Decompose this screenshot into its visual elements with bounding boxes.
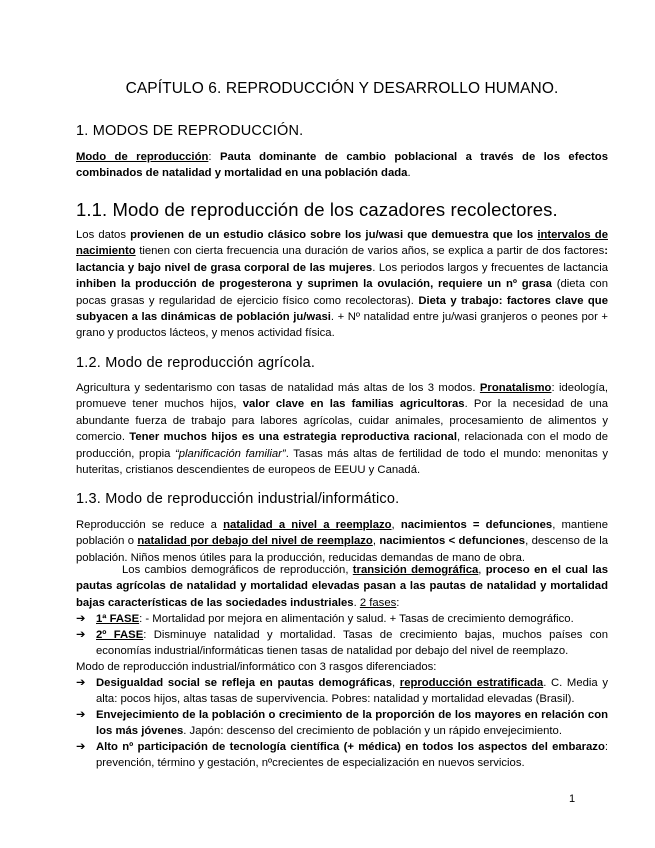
definition-paragraph (76, 149, 608, 182)
definition-colon: : (208, 151, 220, 163)
definition-term: Modo de reproducción (76, 151, 209, 163)
arrow-icon: ➔ (76, 629, 86, 641)
section-heading-1-2: 1.2. Modo de reproducción agrícola. (76, 355, 316, 371)
phase-item: ➔ 1ª FASE: - Mortalidad por mejora en alimentación y salud. + Tasas de crecimiento demográfico. (76, 611, 608, 627)
definition-text: Pauta dominante de cambio poblacional a través de los efectos combinados de natalidad y mortalidad en una población dada (76, 151, 608, 180)
section-heading-1: 1. MODOS DE REPRODUCCIÓN. (76, 123, 304, 139)
section-heading-1-1: 1.1. Modo de reproducción de los cazadores recolectores. (76, 199, 558, 220)
paragraph-industrial-2: Los cambios demográficos de reproducción, transición demográfica, proceso en el cual las pautas agrícolas de natalidad y mortalidad elevadas pasan a las pautas de natalidad y mortalidad bajas características de las sociedades industriales. 2 fases: (76, 564, 608, 609)
traits-intro: Modo de reproducción industrial/informático con 3 rasgos diferenciados: (76, 661, 437, 673)
phase-item: ➔ 2º FASE: Disminuye natalidad y mortalidad. Tasas de crecimiento bajas, muchos países con economías industrial/informáticas tienen tasas de natalidad por debajo del nivel de reemplazo. (76, 629, 608, 658)
definition-end: . (407, 167, 411, 180)
trait-item: ➔ Desigualdad social se refleja en pautas demográficas, reproducción estratificada. C. Media y alta: pocos hijos, altas tasas de supervivencia. Pobres: natalidad y mortalidad elevadas (Brasil). (76, 677, 608, 706)
section-heading-1-3: 1.3. Modo de reproducción industrial/informático. (76, 491, 400, 507)
arrow-icon: ➔ (76, 741, 86, 753)
arrow-icon: ➔ (76, 709, 86, 721)
paragraph-hunter-gatherers: Los datos provienen de un estudio clásico sobre los ju/wasi que demuestra que los intervalos de nacimiento tienen con cierta frecuencia una duración de varios años, se explica a partir de dos factores: lactancia y bajo nivel de grasa corporal de las mujeres. Los periodos largos y frecuentes de lactancia inhiben la producción de progesterona y suprimen la ovulación, requiere un nº grasa (dieta con pocas grasas y regularidad de ejercicio físico como recolectoras). Dieta y trabajo: factores clave que subyacen a las dinámicas de población ju/wasi. + Nº natalidad entre ju/wasi granjeros o peones por + grano y productos lácteos, y menos actividad física. (76, 229, 608, 340)
page-number: 1 (569, 793, 576, 805)
paragraph-industrial-1: Reproducción se reduce a natalidad a nivel a reemplazo, nacimientos = defunciones, mantiene población o natalidad por debajo del nivel de reemplazo, nacimientos < defunciones, descenso de la población. Niños menos útiles para la producción, reducidas demandas de mano de obra. (76, 519, 608, 564)
trait-item: ➔ Envejecimiento de la población o crecimiento de la proporción de los mayores en relación con los más jóvenes. Japón: descenso del crecimiento de población y un rápido envejecimiento. (76, 709, 608, 738)
paragraph-agricultural: Agricultura y sedentarismo con tasas de natalidad más altas de los 3 modos. Pronatalismo: ideología, promueve tener muchos hijos, valor clave en las familias agricultoras. Por la necesidad de una abundante fuerza de trabajo para labores agrícolas, cuidar animales, procesamiento de alimentos y comercio. Tener muchos hijos es una estrategia reproductiva racional, relacionada con el modo de producción, propia “planificación familiar”. Tasas más altas de fertilidad de todo el mundo: menonitas y huteritas, cristianos descendientes de europeos de EEUU y Canadá. (76, 382, 609, 477)
chapter-title: CAPÍTULO 6. REPRODUCCIÓN Y DESARROLLO HUMANO. (125, 80, 559, 97)
trait-item: ➔ Alto nº participación de tecnología científica (+ médica) en todos los aspectos del embarazo: prevención, término y gestación, nºcrecientes de especialización en nuevos servicios. (76, 741, 608, 770)
arrow-icon: ➔ (76, 677, 86, 689)
arrow-icon: ➔ (76, 613, 86, 625)
